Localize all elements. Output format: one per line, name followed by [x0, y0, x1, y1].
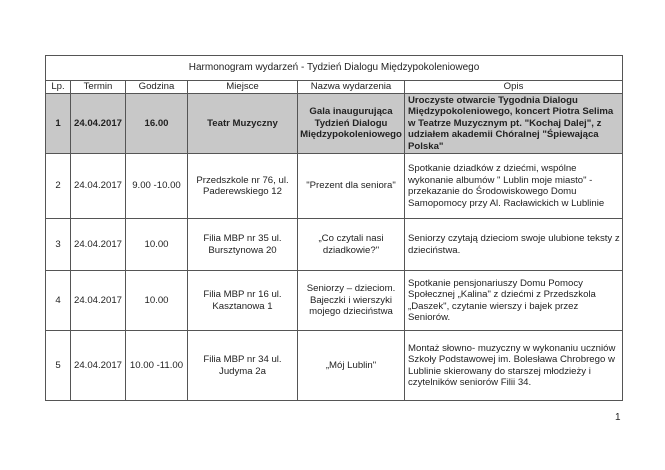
- cell-godzina: 10.00: [126, 271, 188, 331]
- cell-termin: 24.04.2017: [71, 271, 126, 331]
- table-row: [46, 271, 623, 331]
- cell-godzina: 10.00: [126, 219, 188, 271]
- header-termin: Termin: [71, 81, 126, 94]
- cell-termin: 24.04.2017: [71, 219, 126, 271]
- header-nazwa: Nazwa wydarzenia: [298, 81, 405, 94]
- cell-godzina: 16.00: [126, 94, 188, 154]
- table-row: [46, 331, 623, 401]
- table-row: [46, 219, 623, 271]
- cell-lp: 4: [46, 271, 71, 331]
- cell-lp: 2: [46, 154, 71, 219]
- cell-opis: Seniorzy czytają dzieciom swoje ulubione teksty z dzieciństwa.: [405, 219, 623, 271]
- cell-nazwa: „Co czytali nasi dziadkowie?": [298, 219, 405, 271]
- cell-termin: 24.04.2017: [71, 94, 126, 154]
- cell-opis: Uroczyste otwarcie Tygodnia Dialogu Międzypokoleniowego, koncert Piotra Selima w Teatrze Muzycznym pt. "Kochaj Dalej", z udziałem akademii Chóralnej "Śpiewająca Polska": [405, 94, 623, 154]
- cell-miejsce: Filia MBP nr 34 ul. Judyma 2a: [188, 331, 298, 401]
- cell-miejsce: Filia MBP nr 35 ul. Bursztynowa 20: [188, 219, 298, 271]
- header-godzina: Godzina: [126, 81, 188, 94]
- cell-termin: 24.04.2017: [71, 331, 126, 401]
- header-miejsce: Miejsce: [188, 81, 298, 94]
- schedule-table: [45, 55, 623, 401]
- table-row: [46, 94, 623, 154]
- cell-nazwa: Gala inaugurująca Tydzień Dialogu Międzypokoleniowego: [298, 94, 405, 154]
- cell-godzina: 10.00 -11.00: [126, 331, 188, 401]
- cell-miejsce: Teatr Muzyczny: [188, 94, 298, 154]
- cell-godzina: 9.00 -10.00: [126, 154, 188, 219]
- cell-nazwa: "Prezent dla seniora": [298, 154, 405, 219]
- table-row: [46, 154, 623, 219]
- table-title: Harmonogram wydarzeń - Tydzień Dialogu Międzypokoleniowego: [46, 56, 623, 81]
- cell-miejsce: Przedszkole nr 76, ul. Paderewskiego 12: [188, 154, 298, 219]
- header-lp: Lp.: [46, 81, 71, 94]
- cell-opis: Montaż słowno- muzyczny w wykonaniu uczniów Szkoły Podstawowej im. Bolesława Chrobrego w Lublinie skierowany do starszej młodzieży i czytelników seniorów Filii 34.: [405, 331, 623, 401]
- cell-lp: 5: [46, 331, 71, 401]
- cell-nazwa: Seniorzy – dzieciom. Bajeczki i wierszyki mojego dzieciństwa: [298, 271, 405, 331]
- cell-miejsce: Filia MBP nr 16 ul. Kasztanowa 1: [188, 271, 298, 331]
- header-opis: Opis: [405, 81, 623, 94]
- cell-opis: Spotkanie pensjonariuszy Domu Pomocy Społecznej „Kalina" z dziećmi z Przedszkola „Daszek", czytanie wierszy i bajek przez Seniorów.: [405, 271, 623, 331]
- cell-lp: 1: [46, 94, 71, 154]
- cell-termin: 24.04.2017: [71, 154, 126, 219]
- cell-nazwa: „Mój Lublin": [298, 331, 405, 401]
- cell-opis: Spotkanie dziadków z dziećmi, wspólne wykonanie albumów " Lublin moje miasto" - przekazanie do Środowiskowego Domu Samopomocy przy Al. Racławickich w Lublinie: [405, 154, 623, 219]
- page-number: 1: [615, 412, 621, 423]
- cell-lp: 3: [46, 219, 71, 271]
